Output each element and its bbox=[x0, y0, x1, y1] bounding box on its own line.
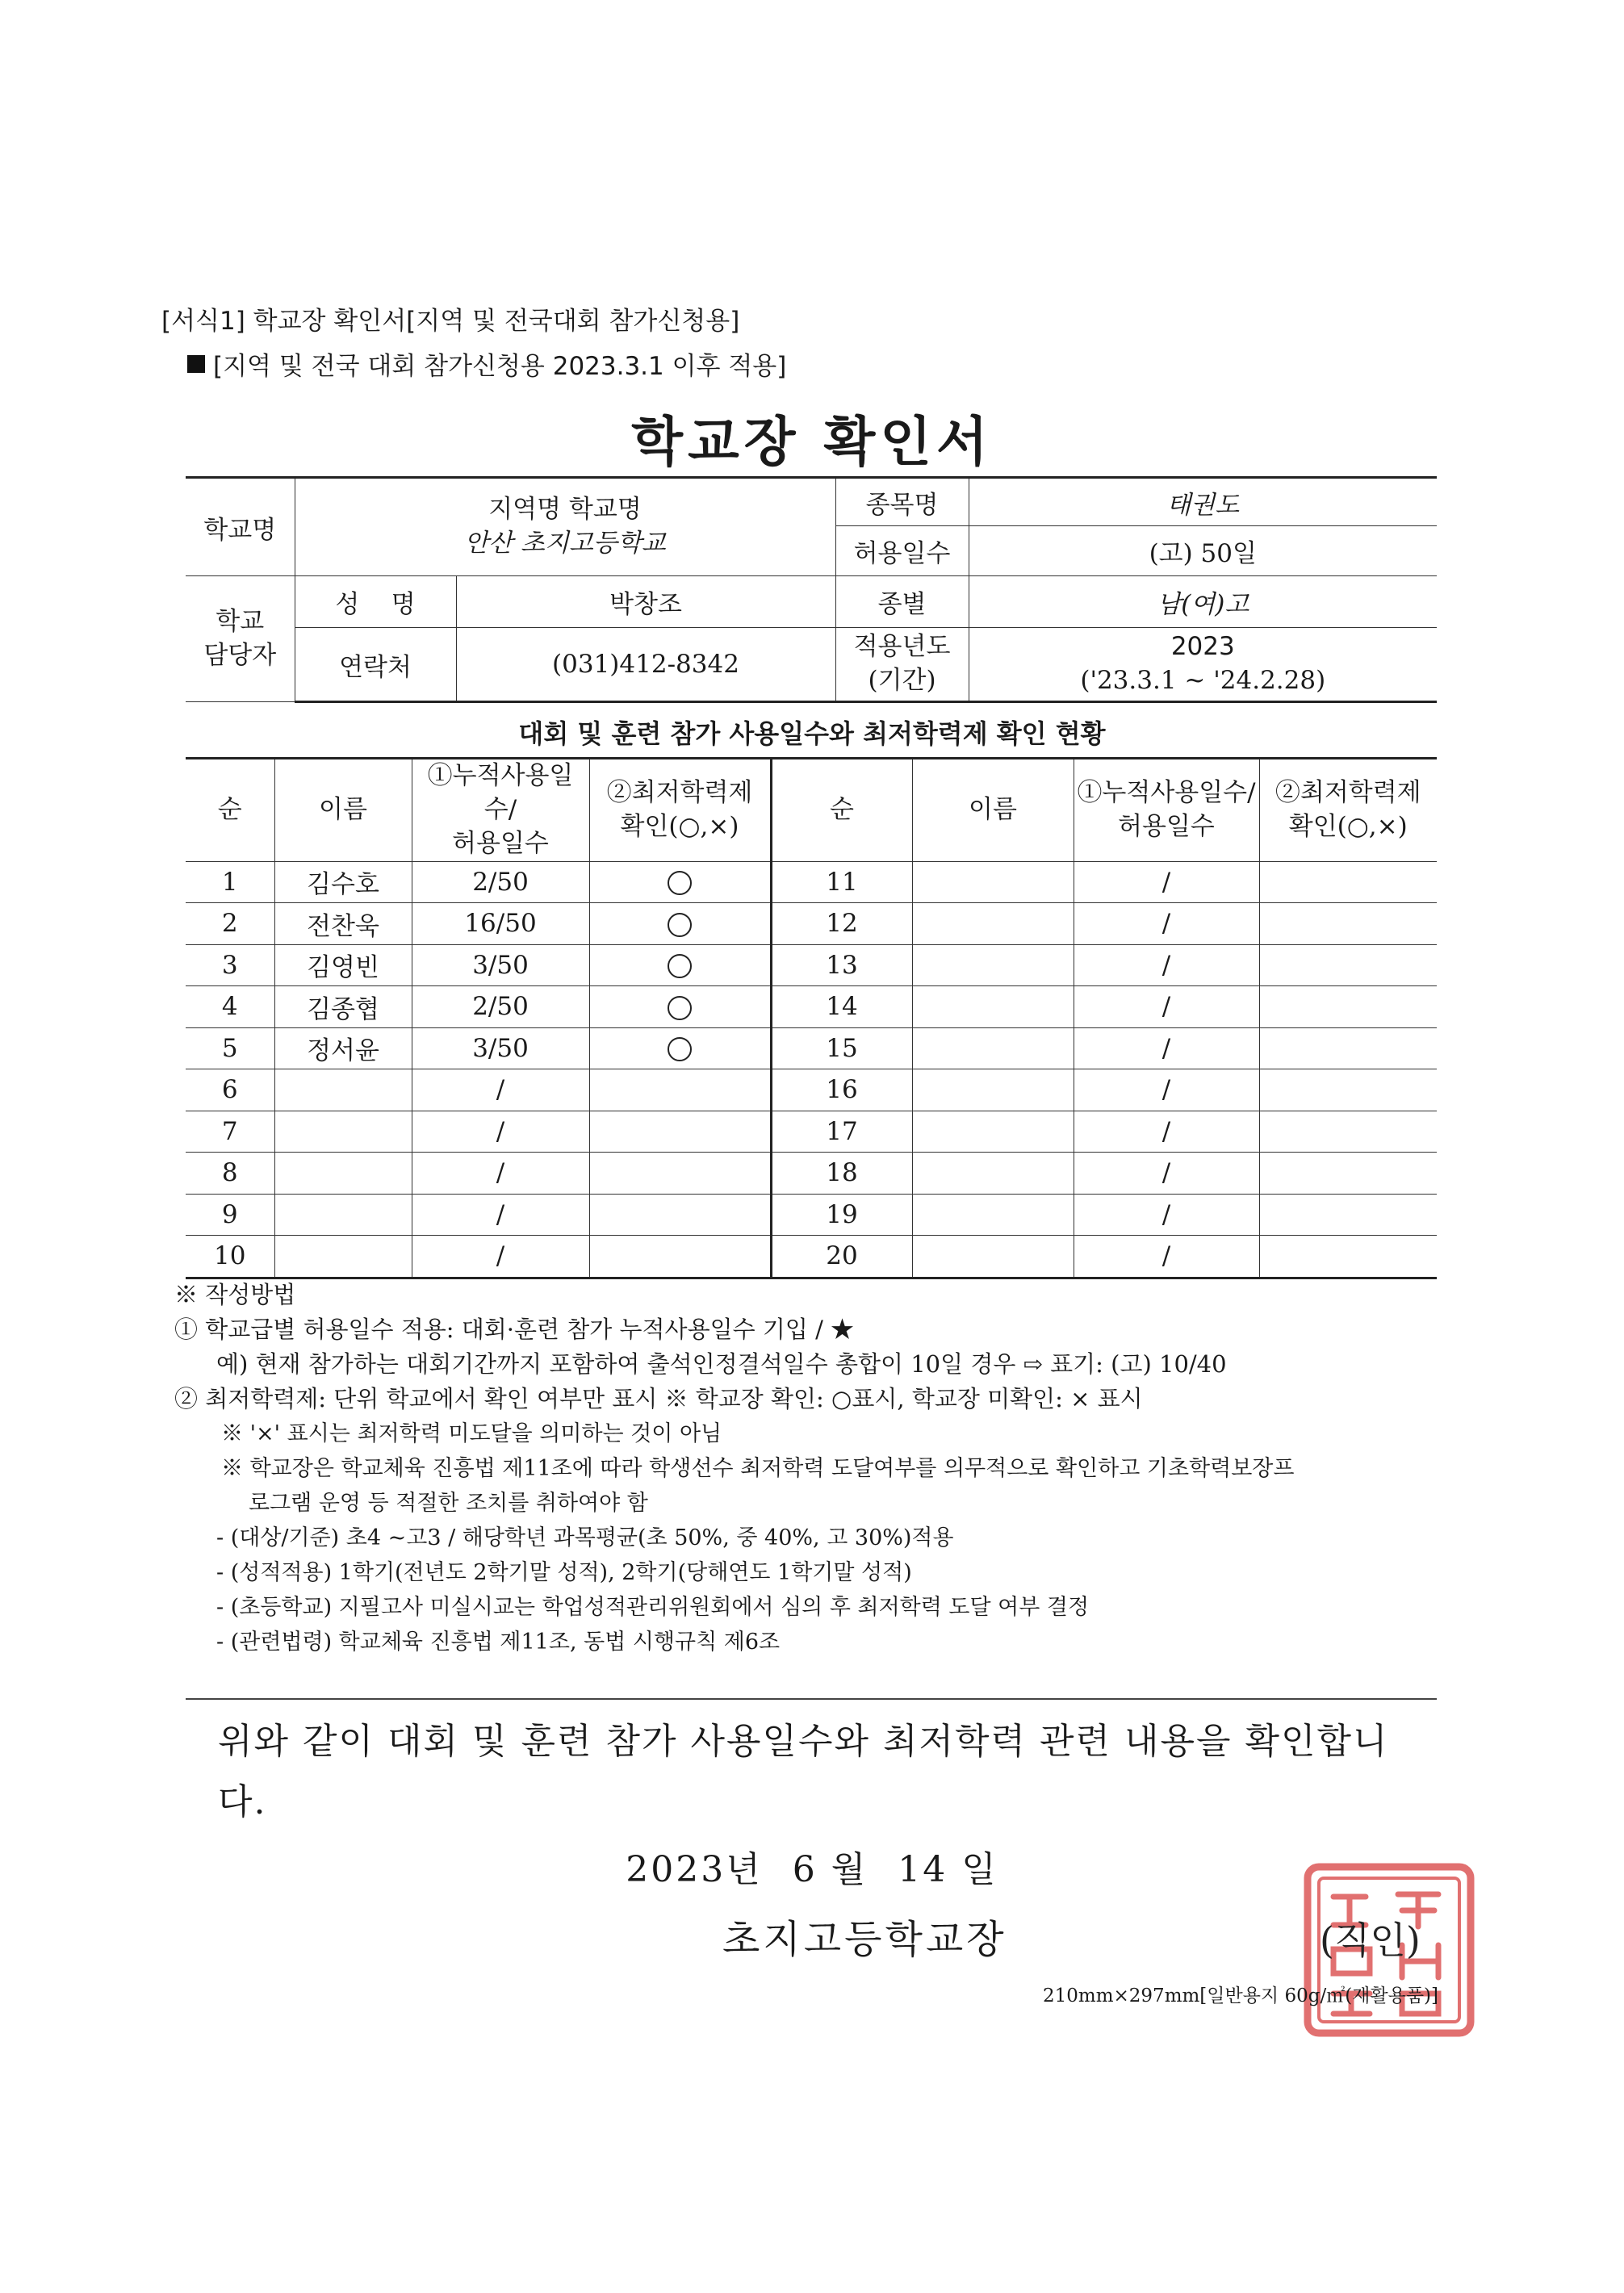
row-min-check-right bbox=[1259, 861, 1437, 903]
row-min-check bbox=[589, 1194, 771, 1236]
row-name-right bbox=[912, 903, 1074, 945]
row-no: 4 bbox=[186, 986, 274, 1028]
row-min-check-right bbox=[1259, 1111, 1437, 1153]
header-no: 순 bbox=[186, 759, 274, 862]
row-name: 김종협 bbox=[274, 986, 412, 1028]
row-no-right: 18 bbox=[771, 1153, 912, 1195]
row-name-right bbox=[912, 1153, 1074, 1195]
instruction-line: ※ 작성방법 bbox=[174, 1281, 296, 1308]
row-min-check bbox=[589, 903, 771, 945]
year-value: 2023 bbox=[1170, 632, 1235, 662]
instruction-line: ※ 학교장은 학교체육 진흥법 제11조에 따라 학생선수 최저학력 도달여부를 의무적으로 확인하고 기초학력보장프 bbox=[221, 1456, 1295, 1481]
row-name bbox=[274, 1069, 412, 1111]
year-cell bbox=[969, 628, 1437, 702]
principal-title: 초지고등학교장 bbox=[722, 1917, 1007, 1962]
row-no: 1 bbox=[186, 861, 274, 903]
header-min-1: ②최저학력제 bbox=[606, 777, 753, 807]
square-bullet-icon bbox=[187, 355, 205, 373]
row-min-check bbox=[589, 1236, 771, 1278]
table-row bbox=[186, 1069, 1437, 1111]
year-label-2: (기간) bbox=[868, 666, 936, 695]
row-days: 16/50 bbox=[412, 903, 589, 945]
header-name-right: 이름 bbox=[912, 759, 1074, 862]
row-name-right bbox=[912, 1111, 1074, 1153]
row-no: 6 bbox=[186, 1069, 274, 1111]
row-name: 정서윤 bbox=[274, 1027, 412, 1069]
row-name-right bbox=[912, 861, 1074, 903]
row-no-right: 12 bbox=[771, 903, 912, 945]
year-label bbox=[835, 628, 969, 702]
row-min-check bbox=[589, 1069, 771, 1111]
year-label-1: 적용년도 bbox=[853, 632, 951, 662]
row-days: 2/50 bbox=[412, 861, 589, 903]
row-days-right: / bbox=[1074, 1111, 1259, 1153]
instruction-line: - (초등학교) 지필고사 미실시교는 학업성적관리위원회에서 심의 후 최저학력 도달 여부 결정 bbox=[216, 1595, 1090, 1620]
table-row bbox=[186, 903, 1437, 945]
header-min bbox=[589, 759, 771, 862]
row-no-right: 13 bbox=[771, 944, 912, 986]
instruction-line: 로그램 운영 등 적절한 조치를 취하여야 함 bbox=[249, 1491, 648, 1516]
status-table bbox=[186, 757, 1437, 1279]
table-row bbox=[186, 1027, 1437, 1069]
date-day: 14 일 bbox=[898, 1849, 998, 1890]
row-name bbox=[274, 1236, 412, 1278]
table-row bbox=[186, 944, 1437, 986]
header-min-2: 확인(○,×) bbox=[620, 811, 739, 841]
allowed-days-label: 허용일수 bbox=[835, 526, 969, 576]
date-month: 6 월 bbox=[792, 1849, 869, 1890]
row-no-right: 20 bbox=[771, 1236, 912, 1278]
form-subtitle bbox=[187, 345, 786, 382]
header-days-2: 허용일수 bbox=[452, 828, 549, 858]
name-value: 박창조 bbox=[456, 576, 835, 628]
row-days-right: / bbox=[1074, 903, 1259, 945]
row-min-check bbox=[589, 1153, 771, 1195]
table-row bbox=[186, 1194, 1437, 1236]
header-days-1: ①누적사용일수/ bbox=[427, 761, 574, 824]
header-min-right-2: 확인(○,×) bbox=[1288, 811, 1408, 841]
school-value: 안산 초지고등학교 bbox=[464, 529, 666, 558]
row-no: 3 bbox=[186, 944, 274, 986]
event-label: 종목명 bbox=[835, 478, 969, 526]
row-no-right: 16 bbox=[771, 1069, 912, 1111]
instruction-line: ※ '×' 표시는 최저학력 미도달을 의미하는 것이 아님 bbox=[221, 1421, 722, 1446]
row-name-right bbox=[912, 1069, 1074, 1111]
row-days-right: / bbox=[1074, 1069, 1259, 1111]
gender-value: 남(여)고 bbox=[969, 576, 1437, 628]
row-min-check-right bbox=[1259, 986, 1437, 1028]
row-min-check-right bbox=[1259, 903, 1437, 945]
row-days: / bbox=[412, 1111, 589, 1153]
circle-check-icon bbox=[668, 954, 692, 978]
row-no-right: 15 bbox=[771, 1027, 912, 1069]
row-no-right: 19 bbox=[771, 1194, 912, 1236]
paper-size: 210mm×297mm[일반용지 60g/㎡(재활용품)] bbox=[1043, 1985, 1438, 2006]
row-days-right: / bbox=[1074, 944, 1259, 986]
header-name: 이름 bbox=[274, 759, 412, 862]
row-min-check-right bbox=[1259, 1153, 1437, 1195]
row-days-right: / bbox=[1074, 1236, 1259, 1278]
instruction-line: ① 학교급별 허용일수 적용: 대회·훈련 참가 누적사용일수 기입 / ★ bbox=[174, 1316, 855, 1343]
row-name: 김영빈 bbox=[274, 944, 412, 986]
row-no-right: 17 bbox=[771, 1111, 912, 1153]
header-days-right bbox=[1074, 759, 1259, 862]
allowed-days-value: (고) 50일 bbox=[969, 526, 1437, 576]
row-min-check-right bbox=[1259, 944, 1437, 986]
row-no: 9 bbox=[186, 1194, 274, 1236]
row-name: 전찬욱 bbox=[274, 903, 412, 945]
row-no: 10 bbox=[186, 1236, 274, 1278]
row-name bbox=[274, 1194, 412, 1236]
name-label: 성 명 bbox=[295, 576, 456, 628]
row-days-right: / bbox=[1074, 1153, 1259, 1195]
seal-mark: (직인) bbox=[1320, 1919, 1421, 1962]
row-days: 2/50 bbox=[412, 986, 589, 1028]
row-min-check bbox=[589, 1111, 771, 1153]
header-days-right-1: ①누적사용일수/ bbox=[1077, 777, 1256, 807]
table-row bbox=[186, 1153, 1437, 1195]
row-days-right: / bbox=[1074, 986, 1259, 1028]
form-subtitle-text: [지역 및 전국 대회 참가신청용 2023.3.1 이후 적용] bbox=[213, 352, 787, 381]
row-no: 2 bbox=[186, 903, 274, 945]
header-days bbox=[412, 759, 589, 862]
event-value: 태권도 bbox=[969, 478, 1437, 526]
school-cell bbox=[295, 478, 835, 576]
row-no: 7 bbox=[186, 1111, 274, 1153]
row-min-check-right bbox=[1259, 1194, 1437, 1236]
row-name bbox=[274, 1111, 412, 1153]
row-name-right bbox=[912, 944, 1074, 986]
header-no-right: 순 bbox=[771, 759, 912, 862]
row-min-check bbox=[589, 1027, 771, 1069]
row-days-right: / bbox=[1074, 861, 1259, 903]
header-days-right-2: 허용일수 bbox=[1118, 811, 1215, 841]
contact-value: (031)412-8342 bbox=[456, 628, 835, 702]
instruction-line: - (성적적용) 1학기(전년도 2학기말 성적), 2학기(당해연도 1학기말 성적) bbox=[216, 1560, 912, 1585]
school-info-table bbox=[186, 476, 1437, 703]
table-row bbox=[186, 1236, 1437, 1278]
row-min-check-right bbox=[1259, 1069, 1437, 1111]
status-title: 대회 및 훈련 참가 사용일수와 최저학력제 확인 현황 bbox=[518, 718, 1106, 749]
table-row bbox=[186, 1111, 1437, 1153]
confirmation-text: 위와 같이 대회 및 훈련 참가 사용일수와 최저학력 관련 내용을 확인합니다. bbox=[218, 1721, 1389, 1822]
row-min-check bbox=[589, 986, 771, 1028]
instruction-line: - (대상/기준) 초4 ~고3 / 해당학년 과목평균(초 50%, 중 40%, 고 30%)적용 bbox=[216, 1525, 954, 1550]
circle-check-icon bbox=[668, 1037, 692, 1061]
row-name bbox=[274, 1153, 412, 1195]
contact-label: 연락처 bbox=[295, 628, 456, 702]
row-days-right: / bbox=[1074, 1194, 1259, 1236]
school-hint: 지역명 학교명 bbox=[488, 495, 642, 525]
form-label: [서식1] 학교장 확인서[지역 및 전국대회 참가신청용] bbox=[161, 307, 740, 336]
row-name-right bbox=[912, 986, 1074, 1028]
writing-instructions bbox=[174, 1278, 1450, 1659]
row-no-right: 14 bbox=[771, 986, 912, 1028]
document-title: 학교장 확인서 bbox=[631, 411, 993, 473]
divider bbox=[186, 1698, 1437, 1700]
header-min-right bbox=[1259, 759, 1437, 862]
gender-label: 종별 bbox=[835, 576, 969, 628]
row-min-check-right bbox=[1259, 1236, 1437, 1278]
row-days: / bbox=[412, 1194, 589, 1236]
row-days: 3/50 bbox=[412, 944, 589, 986]
row-no: 8 bbox=[186, 1153, 274, 1195]
period-value: ('23.3.1 ~ '24.2.28) bbox=[1080, 666, 1326, 695]
row-no-right: 11 bbox=[771, 861, 912, 903]
row-no: 5 bbox=[186, 1027, 274, 1069]
manager-label-1: 학교 bbox=[216, 606, 265, 636]
row-days: / bbox=[412, 1153, 589, 1195]
circle-check-icon bbox=[668, 871, 692, 895]
row-name-right bbox=[912, 1027, 1074, 1069]
row-days: 3/50 bbox=[412, 1027, 589, 1069]
header-min-right-1: ②최저학력제 bbox=[1275, 777, 1421, 807]
circle-check-icon bbox=[668, 996, 692, 1020]
row-days: / bbox=[412, 1236, 589, 1278]
date-year: 2023년 bbox=[626, 1849, 763, 1890]
row-name-right bbox=[912, 1236, 1074, 1278]
instruction-line: 예) 현재 참가하는 대회기간까지 포함하여 출석인정결석일수 총합이 10일 경우 ⇨ 표기: (고) 10/40 bbox=[216, 1350, 1227, 1378]
instruction-line: - (관련법령) 학교체육 진흥법 제11조, 동법 시행규칙 제6조 bbox=[216, 1630, 781, 1655]
row-name: 김수호 bbox=[274, 861, 412, 903]
circle-check-icon bbox=[668, 913, 692, 937]
row-days: / bbox=[412, 1069, 589, 1111]
manager-label bbox=[186, 576, 295, 702]
school-label: 학교명 bbox=[186, 478, 295, 576]
row-days-right: / bbox=[1074, 1027, 1259, 1069]
row-min-check bbox=[589, 861, 771, 903]
row-name-right bbox=[912, 1194, 1074, 1236]
row-min-check-right bbox=[1259, 1027, 1437, 1069]
instruction-line: ② 최저학력제: 단위 학교에서 확인 여부만 표시 ※ 학교장 확인: ○표시, 학교장 미확인: × 표시 bbox=[174, 1385, 1143, 1412]
table-row bbox=[186, 986, 1437, 1028]
table-row bbox=[186, 861, 1437, 903]
row-min-check bbox=[589, 944, 771, 986]
manager-label-2: 담당자 bbox=[203, 640, 277, 670]
